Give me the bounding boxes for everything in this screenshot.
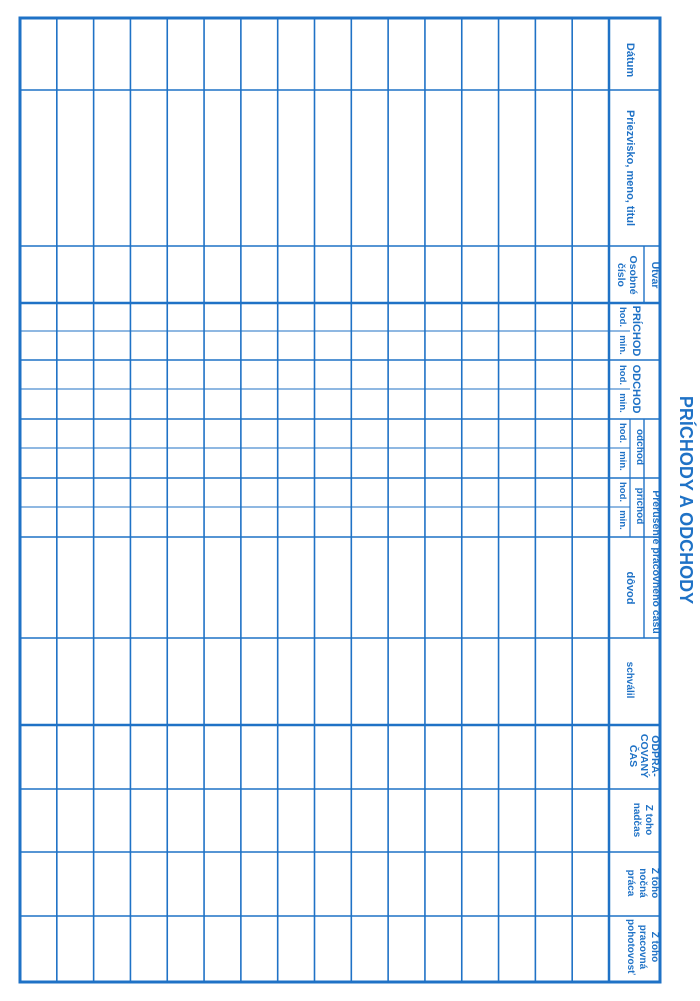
- header-arrival: PRÍCHOD: [630, 305, 642, 357]
- header-departure: ODCHOD: [630, 364, 642, 414]
- header-overtime-line2: nadčas: [631, 802, 642, 838]
- arrival-minutes-label: min.: [617, 335, 628, 355]
- header-night-work-line2: nočná: [637, 868, 648, 898]
- header-personal-number-line2: číslo: [615, 263, 627, 287]
- header-night-work-line3: práca: [625, 869, 636, 897]
- header-approved-by: schválil: [624, 661, 635, 699]
- header-standby-line3: pohotovosť: [625, 919, 636, 975]
- header-reason: dôvod: [624, 571, 636, 605]
- arrival-hours-label: hod.: [617, 306, 628, 328]
- header-name: Priezvisko, meno, titul: [624, 109, 636, 227]
- header-break-departure: odchod: [634, 428, 645, 466]
- header-worked-time-line1: ODPRA-: [649, 735, 661, 777]
- departure-minutes-label: min.: [617, 393, 628, 413]
- header-overtime-line1: Z toho: [643, 804, 654, 836]
- header-date: Dátum: [624, 42, 636, 78]
- header-worked-time-line3: ČAS: [627, 744, 639, 768]
- departure-hours-label: hod.: [617, 364, 628, 386]
- form-border: [20, 18, 660, 982]
- break-in-hours-label: hod.: [617, 481, 628, 503]
- break-in-minutes-label: min.: [617, 510, 628, 530]
- header-standby-line2: pracovná: [637, 924, 648, 970]
- header-standby-line1: Z toho: [649, 931, 660, 963]
- form-grid: [20, 18, 660, 982]
- header-personal-number-line1: Osobné: [627, 255, 639, 295]
- break-out-minutes-label: min.: [617, 451, 628, 471]
- header-break-arrival: príchod: [634, 487, 645, 525]
- break-out-hours-label: hod.: [617, 422, 628, 444]
- header-department: Útvar: [649, 261, 661, 289]
- header-night-work-line1: Z toho: [649, 867, 660, 899]
- header-work-interruption: Prerušenie pracovného času: [650, 490, 662, 634]
- header-worked-time-line2: COVANÝ: [638, 733, 650, 779]
- form-title: PRÍCHODY A ODCHODY: [676, 395, 696, 605]
